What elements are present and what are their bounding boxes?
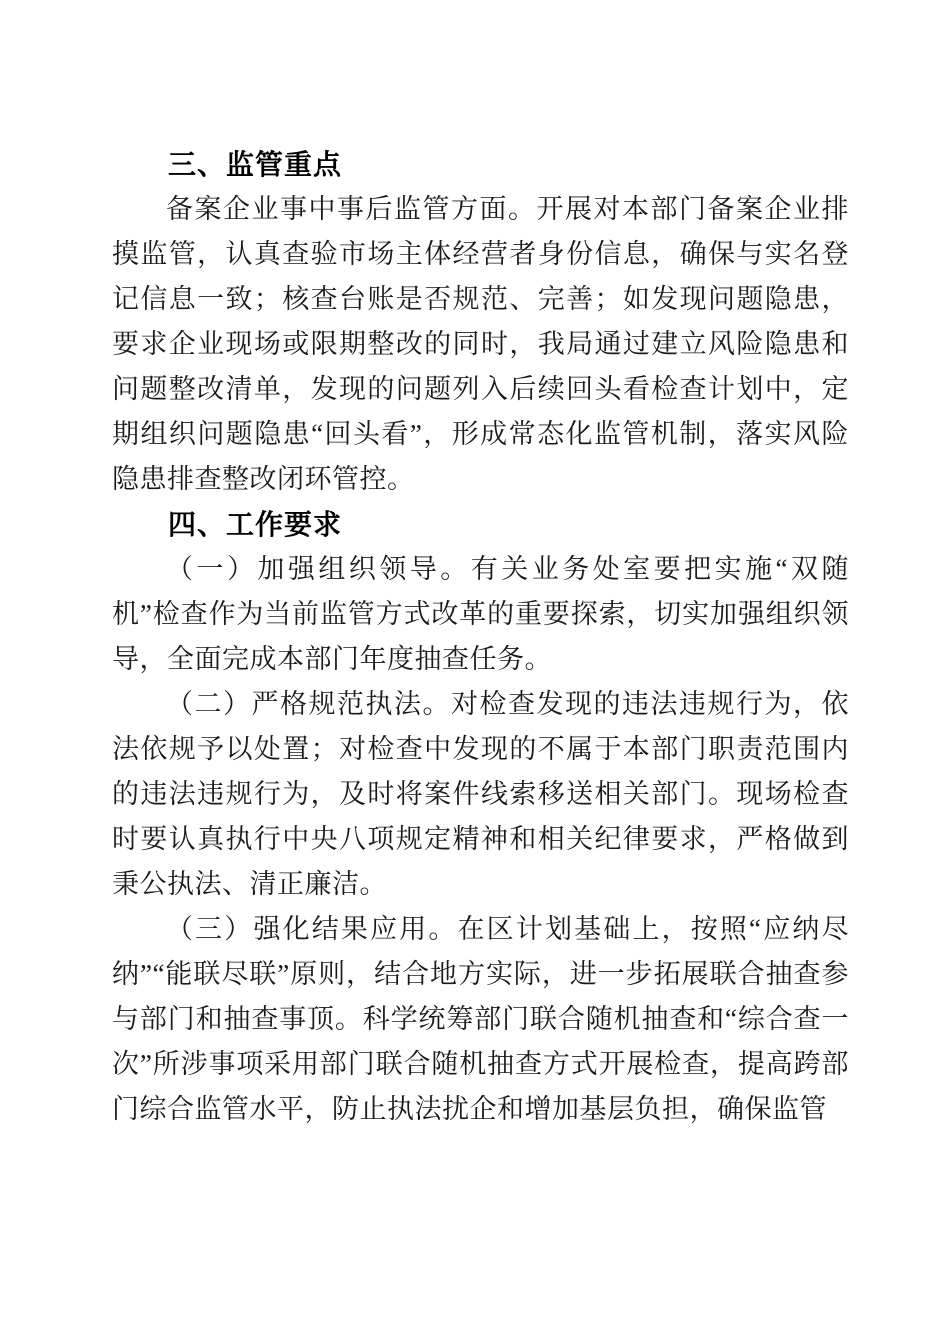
paragraph-result-application: （三）强化结果应用。在区计划基础上，按照“应纳尽纳”“能联尽联”原则，结合地方实际，进一步拓展联合抽查参与部门和抽查事顶。科学统筹部门联合随机抽查和“综合查一次”所涉事项采用部门联合随机抽查方式开展检查，提高跨部门综合监管水平，防止执法扰企和增加基层负担，确保监管: [112, 914, 849, 1124]
section-heading-work-requirements: 四、工作要求: [168, 509, 343, 540]
section-heading-regulatory-focus: 三、监管重点: [168, 149, 343, 180]
paragraph-strict-law-enforcement: （二）严格规范执法。对检查发现的违法违规行为，依法依规予以处置；对检查中发现的不属于本部门职责范围内的违法违规行为，及时将案件线索移送相关部门。现场检查时要认真执行中央八项规定精神和相关纪律要求，严格做到秉公执法、清正廉洁。: [112, 689, 849, 899]
paragraph-filing-supervision: 备案企业事中事后监管方面。开展对本部门备案企业排摸监管，认真查验市场主体经营者身份信息，确保与实名登记信息一致；核查台账是否规范、完善；如发现问题隐患，要求企业现场或限期整改的同时，我局通过建立风险隐患和问题整改清单，发现的问题列入后续回头看检查计划中，定期组织问题隐患“回头看”，形成常态化监管机制，落实风险隐患排查整改闭环管控。: [112, 194, 849, 494]
document-body: [112, 142, 849, 1132]
paragraph-strengthen-leadership: （一）加强组织领导。有关业务处室要把实施“双随机”检查作为当前监管方式改革的重要探索，切实加强组织领导，全面完成本部门年度抽查任务。: [112, 554, 849, 674]
